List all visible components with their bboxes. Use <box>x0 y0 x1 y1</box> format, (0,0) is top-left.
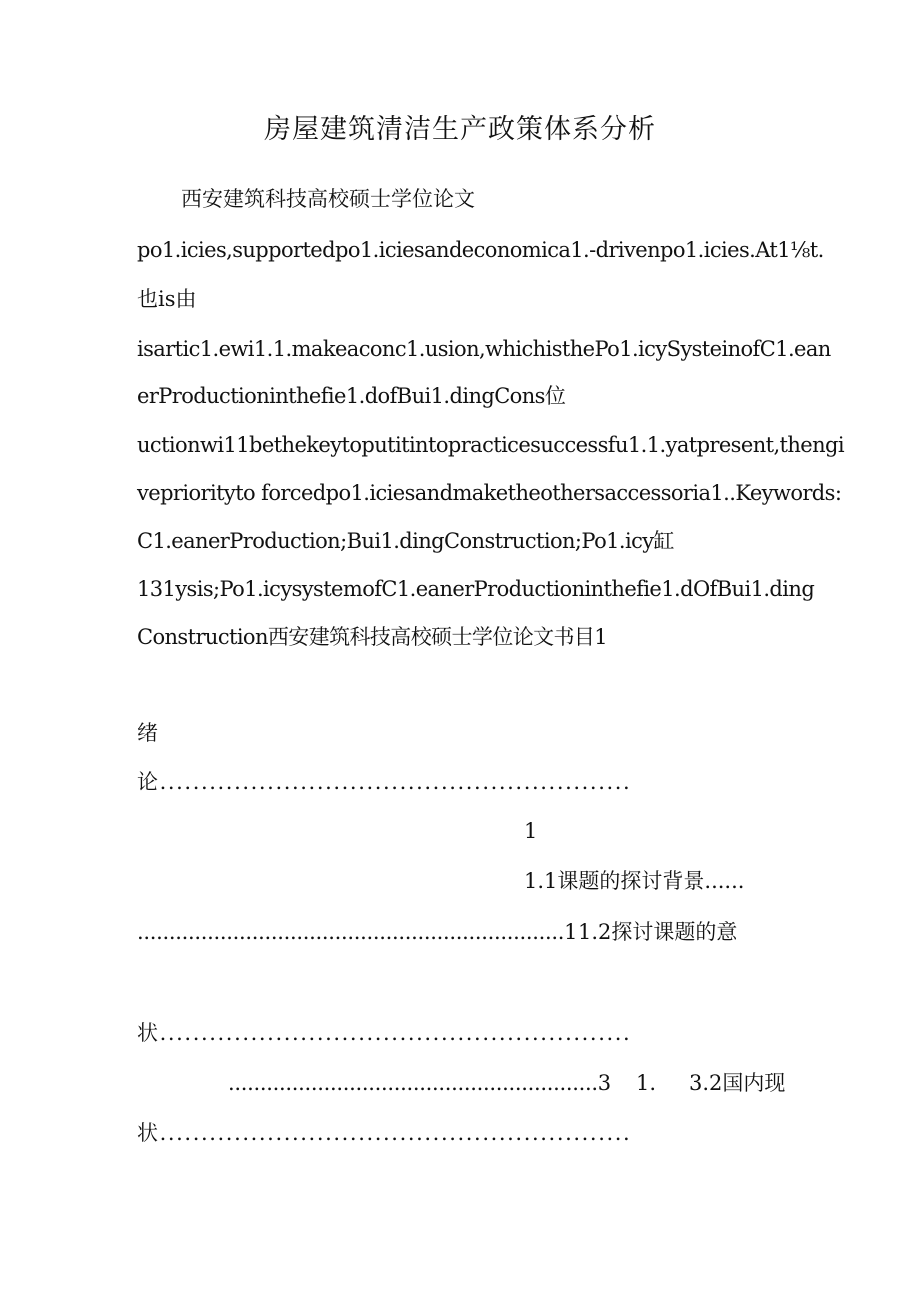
toc-entry-1-2: 1.2探讨课题的意 <box>578 920 738 944</box>
abstract-line-6: vepriorityto forcedpo1.iciesandmaketheothersaccessoria1..Keywords: <box>137 481 842 505</box>
toc-leader-1-1: ...................................................................1 <box>137 920 578 944</box>
toc-entry-1-1: 1.1课题的探讨背景...... <box>524 869 745 893</box>
thesis-subtitle: 西安建筑科技高校硕士学位论文 <box>181 187 475 211</box>
toc-page-number: 1 <box>524 819 538 843</box>
abstract-line-8: 131ysis;Po1.icysystemofC1.eanerProductioninthefie1.dOfBui1.ding <box>137 577 815 601</box>
abstract-line-7: C1.eanerProduction;Bui1.dingConstruction;Po1.icy缸 <box>137 529 674 553</box>
toc-entry-1-num: 1. <box>636 1071 657 1095</box>
toc-heading-part: 绪 <box>137 721 158 745</box>
toc-entry-1-3-2: 3.2国内现 <box>689 1071 786 1095</box>
page-title: 房屋建筑清洁生产政策体系分析 <box>264 114 656 145</box>
abstract-line-1: po1.icies,supportedpo1.iciesandeconomica1.-drivenpo1.icies.At1⅛t. <box>137 238 824 262</box>
abstract-line-3: isartic1.ewi1.1.makeaconc1.usion,whichisthePo1.icySysteinofC1.ean <box>137 337 831 361</box>
toc-entry-status-1: 状......................................................... <box>137 1021 632 1045</box>
abstract-line-2: 也is由 <box>137 287 197 311</box>
abstract-line-9: Construction西安建筑科技高校硕士学位论文书目1 <box>137 625 608 649</box>
abstract-line-5: uctionwi11bethekeytoputitintopracticesuccessfu1.1.yatpresent,thengi <box>137 433 845 457</box>
toc-leader-1-3: ..........................................................3 <box>228 1071 611 1095</box>
toc-entry-status-2: 状......................................................... <box>137 1121 632 1145</box>
toc-entry-intro: 论......................................................... <box>137 770 632 794</box>
abstract-line-4: erProductioninthefie1.dofBui1.dingCons位 <box>137 384 566 408</box>
